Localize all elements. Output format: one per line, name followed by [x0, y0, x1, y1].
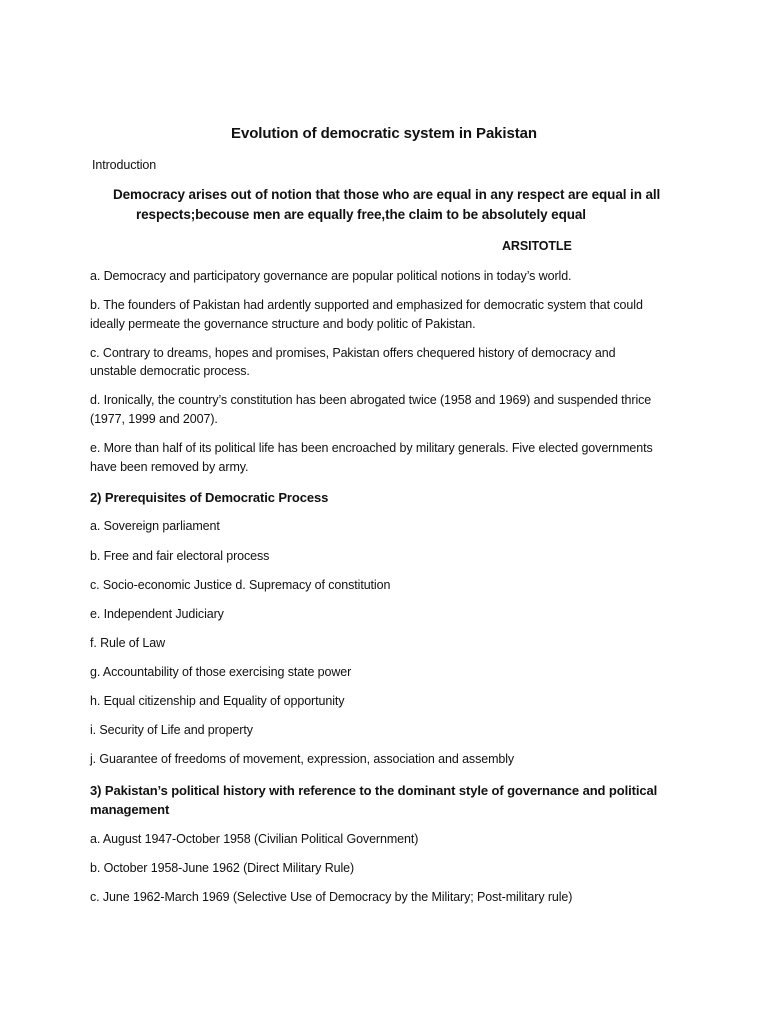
- intro-point-a: a. Democracy and participatory governance are popular political notions in today’s world.: [90, 269, 572, 283]
- intro-point-c-line-1: c. Contrary to dreams, hopes and promises, Pakistan offers chequered history of democracy and: [90, 346, 616, 360]
- document-title: Evolution of democratic system in Pakistan: [231, 125, 537, 142]
- section-2-item: c. Socio-economic Justice d. Supremacy of constitution: [90, 578, 391, 592]
- intro-point-d-line-1: d. Ironically, the country’s constitution has been abrogated twice (1958 and 1969) and suspended thrice: [90, 393, 652, 407]
- section-2-item: b. Free and fair electoral process: [90, 549, 270, 563]
- section-2-item: h. Equal citizenship and Equality of opportunity: [90, 694, 345, 708]
- section-2-item: i. Security of Life and property: [90, 723, 253, 737]
- section-3-item: c. June 1962-March 1969 (Selective Use of Democracy by the Military; Post-military rule): [90, 890, 573, 904]
- section-2-item: g. Accountability of those exercising state power: [90, 665, 352, 679]
- quote-line-2: respects;becouse men are equally free,the claim to be absolutely equal: [136, 207, 586, 222]
- intro-point-e-line-2: have been removed by army.: [90, 460, 249, 474]
- section-2-heading: 2) Prerequisites of Democratic Process: [90, 490, 329, 505]
- section-3-item: b. October 1958-June 1962 (Direct Military Rule): [90, 861, 355, 875]
- section-2-item: j. Guarantee of freedoms of movement, expression, association and assembly: [90, 752, 515, 766]
- section-3-item: a. August 1947-October 1958 (Civilian Political Government): [90, 832, 419, 846]
- intro-point-b-line-1: b. The founders of Pakistan had ardently supported and emphasized for democratic system that could: [90, 298, 643, 312]
- section-2-item: a. Sovereign parliament: [90, 519, 220, 533]
- intro-label: Introduction: [92, 158, 157, 172]
- section-3-heading-line-2: management: [90, 802, 170, 817]
- intro-point-c-line-2: unstable democratic process.: [90, 364, 250, 378]
- section-3-heading-line-1: 3) Pakistan’s political history with reference to the dominant style of governance and political: [90, 783, 658, 798]
- section-2-item: f. Rule of Law: [90, 636, 166, 650]
- intro-point-b-line-2: ideally permeate the governance structure and body politic of Pakistan.: [90, 317, 476, 331]
- intro-point-e-line-1: e. More than half of its political life has been encroached by military generals. Five elected governments: [90, 441, 653, 455]
- quote-author: ARSITOTLE: [502, 239, 572, 253]
- intro-point-d-line-2: (1977, 1999 and 2007).: [90, 412, 218, 426]
- quote-line-1: Democracy arises out of notion that those who are equal in any respect are equal in all: [113, 187, 661, 202]
- section-2-item: e. Independent Judiciary: [90, 607, 224, 621]
